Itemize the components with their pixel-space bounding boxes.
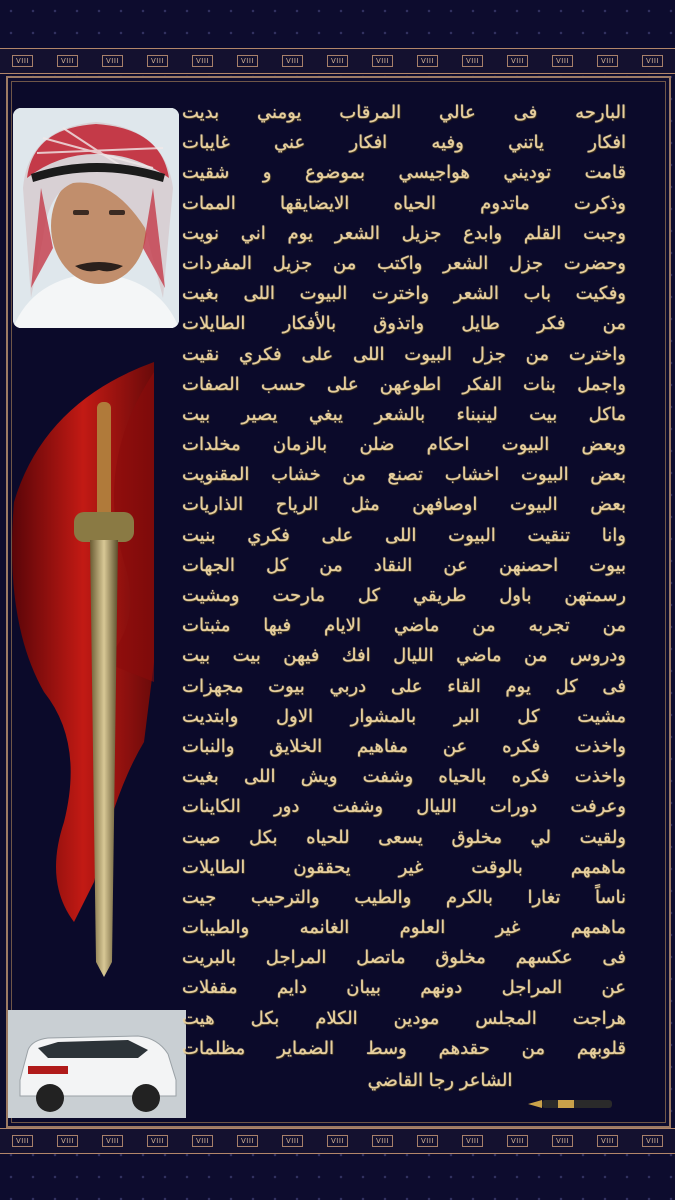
band-tile: VIII	[57, 1135, 78, 1147]
poem-line: افكار ياتني وفيه افكار عني غايبات	[182, 132, 626, 154]
poem-line: البارحه فى عالي المرقاب يومني بديت	[182, 102, 626, 123]
band-tile: VIII	[597, 55, 618, 67]
poem-line: واجمل بنات الفكر اطوعهن على حسب الصفات	[182, 373, 626, 395]
band-tile: VIII	[147, 55, 168, 67]
poem-line: ناساً تغارا بالكرم والطيب والترحيب جيت	[182, 886, 626, 908]
band-tile: VIII	[237, 1135, 258, 1147]
poem-line: بعض البيوت اوصافهن مثل الرياح الذاريات	[182, 494, 626, 516]
sword-illustration	[4, 362, 154, 982]
band-tile: VIII	[642, 55, 663, 67]
poem-line: ولقيت لي مخلوق يسعى للحياه بكل صيت	[182, 826, 626, 848]
poem-line: وانا تنقيت البيوت اللى على فكري بنيت	[182, 524, 626, 546]
band-tile: VIII	[372, 55, 393, 67]
poem-line: مشيت كل البر بالمشوار الاول وابتديت	[182, 705, 626, 727]
poem-line: فى عكسهم مخلوق ماتصل المراجل بالبريت	[182, 947, 626, 969]
poem-line: من تجربه من ماضي الايام فيها مثبتات	[182, 615, 626, 637]
poem-line: فى كل يوم القاء على دربي بيوت مجهزات	[182, 675, 626, 697]
poem-line: ماهمهم غير العلوم الغانمه والطيبات	[182, 917, 626, 939]
band-tile: VIII	[282, 1135, 303, 1147]
band-tile: VIII	[507, 1135, 528, 1147]
poem-line: وفكيت باب الشعر واخترت البيوت اللى بغيت	[182, 283, 626, 305]
band-tile: VIII	[282, 55, 303, 67]
poem-line: واخذت فكره عن مفاهيم الخلايق والنبات	[182, 735, 626, 757]
band-tile: VIII	[327, 1135, 348, 1147]
bottom-border-band	[0, 1128, 675, 1154]
poem-line: ماهمهم بالوقت غير يحققون الطايلات	[182, 856, 626, 878]
poem-line: ودروس من ماضي الليال افك فيهن بيت بيت	[182, 645, 626, 667]
band-tile: VIII	[12, 1135, 33, 1147]
band-tile: VIII	[507, 55, 528, 67]
band-tile: VIII	[552, 1135, 573, 1147]
poet-portrait	[13, 108, 179, 328]
band-tile: VIII	[192, 1135, 213, 1147]
band-tile: VIII	[462, 1135, 483, 1147]
band-tile: VIII	[147, 1135, 168, 1147]
band-tile: VIII	[642, 1135, 663, 1147]
band-tile: VIII	[417, 55, 438, 67]
pen-icon	[528, 1096, 614, 1110]
poem-line: وجبت القلم وابدع جزيل الشعر يوم اني نويت	[182, 222, 626, 244]
poem-line: قلوبهم من حقدهم وسط الضماير مظلمات	[182, 1037, 626, 1059]
poem-line: ماكل بيت لينبناء بالشعر يبغي يصير بيت	[182, 403, 626, 425]
poem-line: وبعض البيوت احكام ضلن بالزمان مخلدات	[182, 434, 626, 456]
poem-line: عن المراجل دونهم بيبان دايم مقفلات	[182, 977, 626, 999]
band-tile: VIII	[417, 1135, 438, 1147]
poem-line: بعض البيوت اخشاب تصنع من خشاب المقنويت	[182, 464, 626, 486]
band-tile: VIII	[327, 55, 348, 67]
poem-line: رسمتهن باول طريقي كل مارحت ومشيت	[182, 585, 626, 606]
poem-line: وذكرت ماتدوم الحياه الايضايقها الممات	[182, 192, 626, 214]
band-tile: VIII	[192, 55, 213, 67]
band-tile: VIII	[237, 55, 258, 67]
band-tile: VIII	[57, 55, 78, 67]
poem-line: قامت توديني هواجيسي بموضوع و شقيت	[182, 162, 626, 184]
poem-line: بيوت احصنهن عن النقاد من كل الجهات	[182, 554, 626, 576]
band-tile: VIII	[102, 1135, 123, 1147]
poem-line: هراجت المجلس مودين الكلام بكل هيت	[182, 1007, 626, 1029]
poem-body	[182, 98, 626, 1064]
top-border-band	[0, 48, 675, 74]
poem-line: وحضرت جزل الشعر واكتب من جزيل المفردات	[182, 252, 626, 274]
poet-signature: الشاعر رجا القاضي	[367, 1070, 513, 1091]
car-image	[8, 1010, 186, 1118]
band-tile: VIII	[462, 55, 483, 67]
poem-line: واخذت فكره بالحياه وشفت ويش اللى بغيت	[182, 766, 626, 788]
band-tile: VIII	[597, 1135, 618, 1147]
band-tile: VIII	[102, 55, 123, 67]
poem-line: واخترت من جزل البيوت اللى على فكري نقيت	[182, 343, 626, 365]
band-tile: VIII	[372, 1135, 393, 1147]
poem-line: من فكر طايل واتذوق بالأفكار الطايلات	[182, 313, 626, 335]
band-tile: VIII	[552, 55, 573, 67]
poem-line: وعرفت دورات الليال وشفت دور الكاينات	[182, 796, 626, 818]
band-tile: VIII	[12, 55, 33, 67]
